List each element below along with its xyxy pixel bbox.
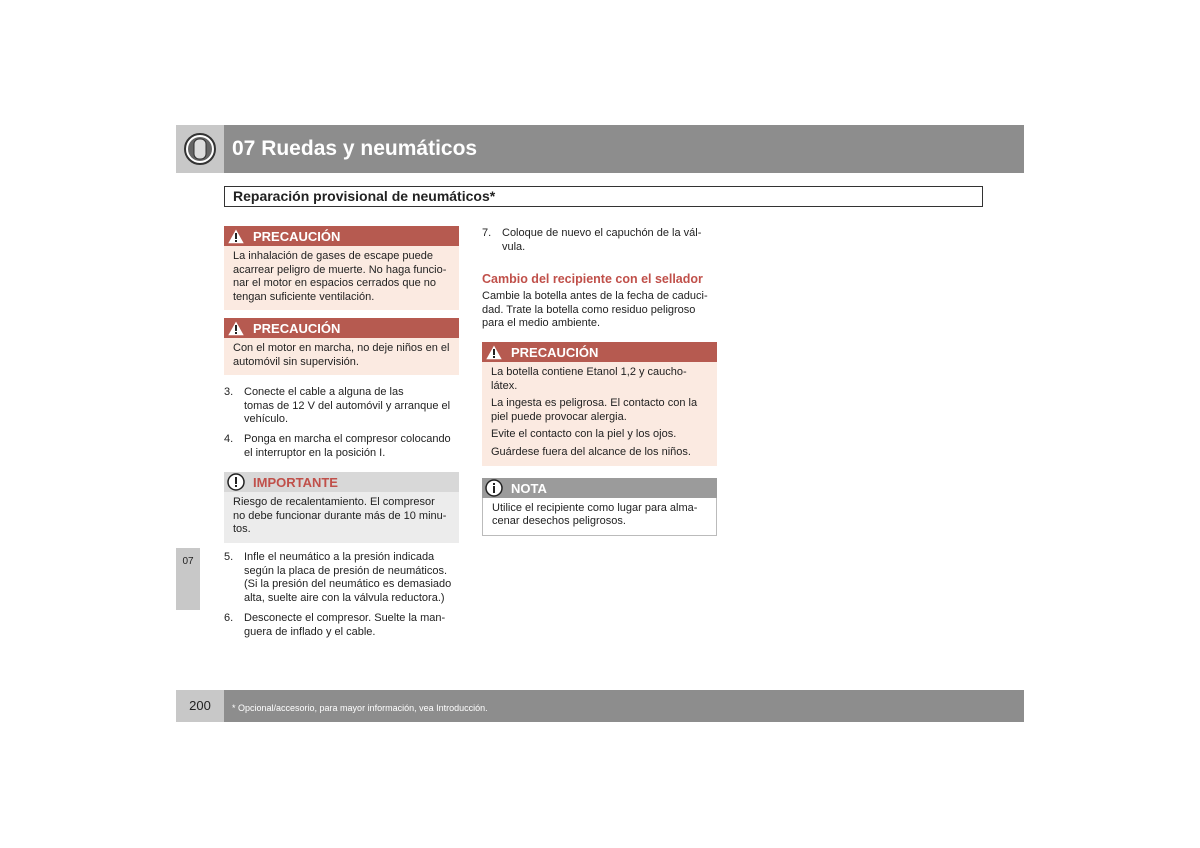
chapter-title: 07 Ruedas y neumáticos [232,137,478,160]
warning-text: La ingesta es peligrosa. El contacto con la piel puede provocar alergia. [491,397,698,423]
step-6 [224,612,464,639]
step-text: Ponga en marcha el compresor colocando el interruptor en la posición I. [244,433,451,459]
tire-icon [176,125,224,173]
warning-text: Evite el contacto con la piel y los ojos. [491,428,677,441]
warning-box [482,342,717,466]
step-number: 3. [224,386,234,398]
paragraph: Cambie la botella antes de la fecha de caduci- dad. Trate la botella como residuo peligroso para el medio ambiente. [482,290,708,330]
warning-text: Guárdese fuera del alcance de los niños. [491,445,691,458]
note-label: NOTA [511,480,547,496]
step-text: Desconecte el compresor. Suelte la man- guera de inflado y el cable. [244,612,446,638]
step-number: 4. [224,433,234,445]
step-text: Conecte el cable a alguna de las tomas de 12 V del automóvil y arranque el vehículo. [244,386,451,426]
info-icon [484,479,504,497]
important-text: Riesgo de recalentamiento. El compresor no debe funcionar durante más de 10 minu- tos. [224,492,459,543]
section-title: Reparación provisional de neumáticos* [224,186,983,207]
note-text: Utilice el recipiente como lugar para alma- cenar desechos peligrosos. [482,498,717,536]
step-text: Infle el neumático a la presión indicada según la placa de presión de neumáticos. (Si la presión del neumático es demasiado alta, suelte aire con la válvula reductora.) [244,551,452,604]
warning-triangle-icon [226,227,246,245]
warning-text: La inhalación de gases de escape puede acarrear peligro de muerte. No haga funcio- nar el motor en espacios cerrados que no tengan suficiente ventilación. [224,246,459,310]
right-notice-column [482,342,717,536]
important-label: IMPORTANTE [253,475,338,490]
warning-label: PRECAUCIÓN [253,321,341,336]
exclamation-circle-icon [226,473,246,491]
warning-body [482,362,717,466]
step-number: 6. [224,612,234,624]
step-5 [224,551,464,605]
step-number: 7. [482,227,492,239]
warning-text: Con el motor en marcha, no deje niños en el automóvil sin supervisión. [224,338,459,375]
subheading: Cambio del recipiente con el sellador [482,272,703,286]
page-number: 200 [176,690,224,722]
warning-box [224,318,459,375]
warning-box [224,226,459,310]
step-3 [224,386,464,427]
step-7 [482,227,722,254]
step-number: 5. [224,551,234,563]
warning-triangle-icon [226,319,246,337]
footer-note: * Opcional/accesorio, para mayor información, vea Introducción. [232,703,488,713]
note-box [482,478,717,536]
warning-label: PRECAUCIÓN [253,229,341,244]
step-4 [224,433,464,460]
warning-triangle-icon [484,343,504,361]
warning-text: La botella contiene Etanol 1,2 y caucho- látex. [491,366,687,392]
step-text: Coloque de nuevo el capuchón de la vál- vula. [502,227,702,253]
important-box [224,472,459,543]
warning-label: PRECAUCIÓN [511,345,599,360]
chapter-side-tab: 07 [176,548,200,610]
